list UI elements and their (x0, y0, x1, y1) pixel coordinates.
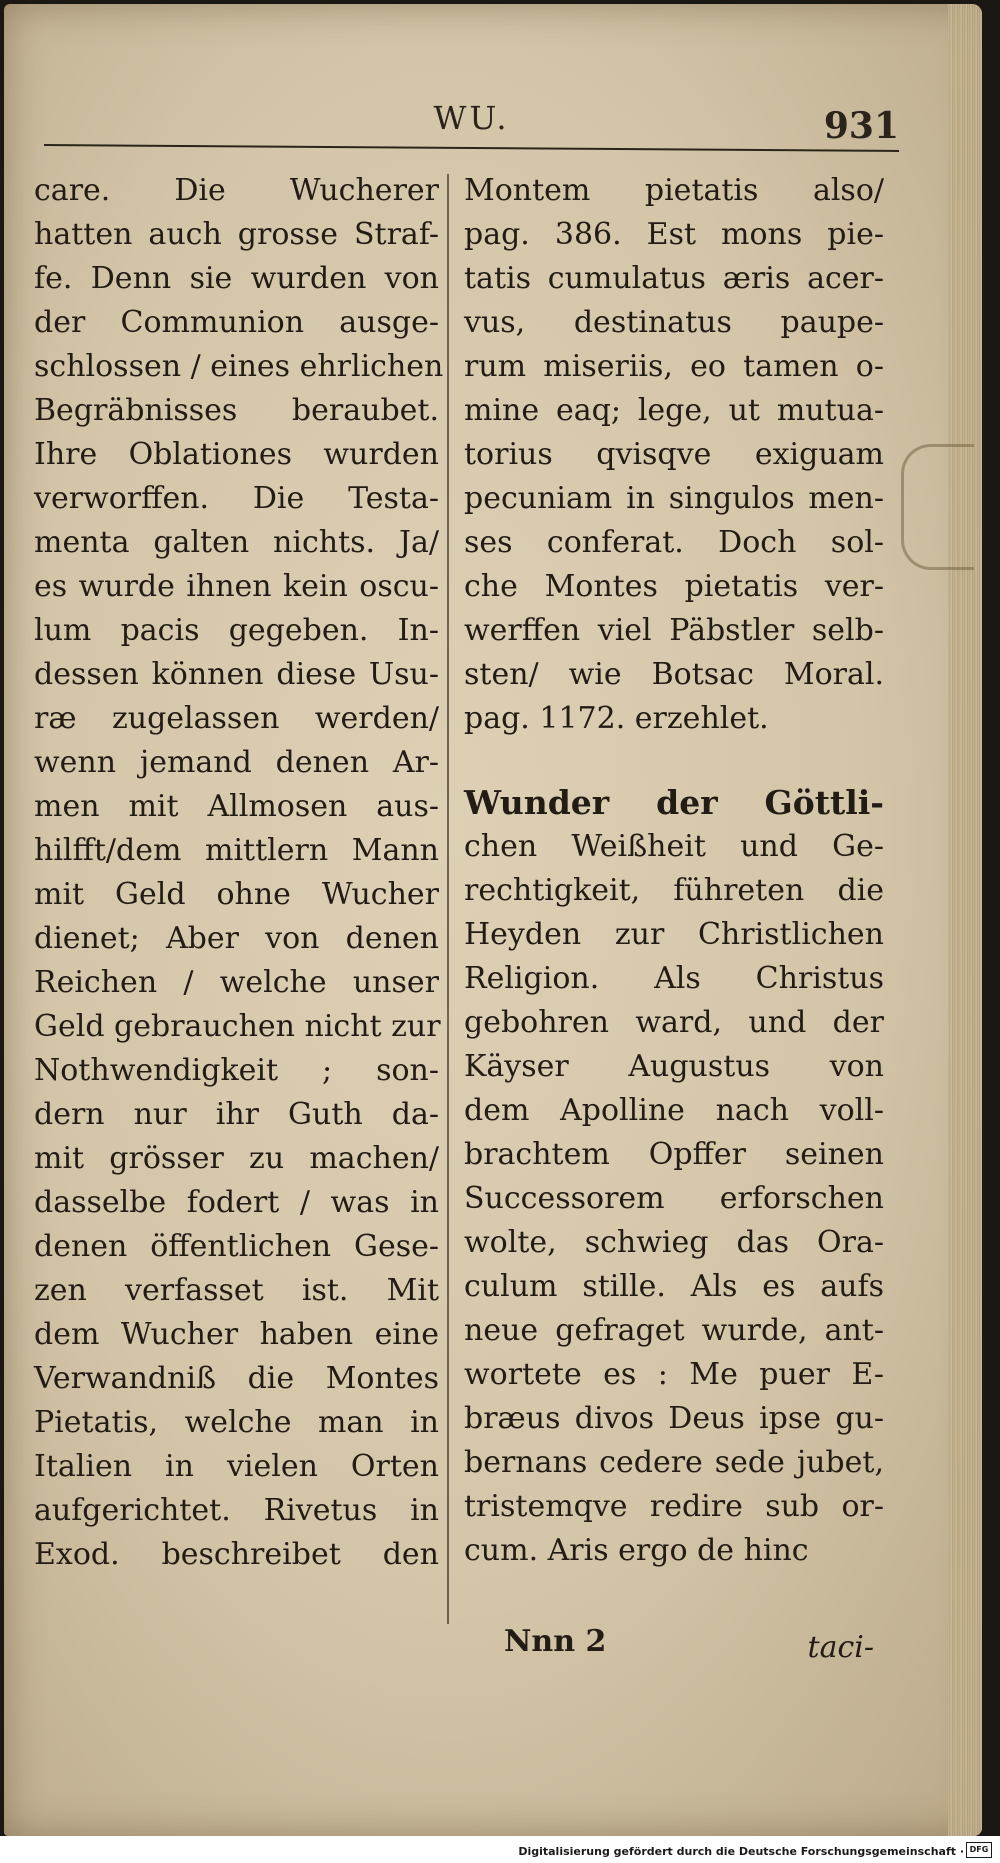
column-divider (447, 174, 449, 1624)
page-header (44, 99, 899, 159)
text-line: ræ zugelassen werden/ (34, 701, 439, 736)
text-line: hilfft/dem mittlern Mann (34, 833, 439, 868)
text-line: pag. 1172. erzehlet. (464, 701, 769, 736)
dfg-logo: DFG (966, 1842, 992, 1858)
text-line: Religion. Als Christus (464, 961, 884, 996)
text-line: torius qvisqve exiguam (464, 437, 884, 472)
signature-mark: Nnn 2 (504, 1624, 607, 1659)
right-text-column (464, 169, 884, 1573)
text-line: gebohren ward, und der (464, 1005, 884, 1040)
text-line: denen öffentlichen Gese- (34, 1229, 439, 1264)
text-line: rechtigkeit, führeten die (464, 873, 884, 908)
page-footer (464, 1624, 884, 1674)
book-page (4, 4, 982, 1836)
text-line: mine eaq; lege, ut mutua- (464, 393, 884, 428)
text-line: pecuniam in singulos men- (464, 481, 884, 516)
text-line: aufgerichtet. Rivetus in (34, 1493, 439, 1528)
text-line: Käyser Augustus von (464, 1049, 884, 1084)
paragraph-gap (464, 741, 884, 781)
text-line: Italien in vielen Orten (34, 1449, 439, 1484)
text-line: Heyden zur Christlichen (464, 917, 884, 952)
text-line: dessen können diese Usu- (34, 657, 439, 692)
text-line: care. Die Wucherer (34, 173, 439, 208)
text-line: zen verfasset ist. Mit (34, 1273, 439, 1308)
text-line: tatis cumulatus æris acer- (464, 261, 884, 296)
text-line: culum stille. Als es aufs (464, 1269, 884, 1304)
text-line: lum pacis gegeben. In- (34, 613, 439, 648)
digitization-credit: Digitalisierung gefördert durch die Deutsche Forschungsgemeinschaft · (518, 1845, 964, 1858)
text-line: Reichen / welche unser (34, 965, 439, 1000)
text-line: dem Apolline nach voll- (464, 1093, 884, 1128)
text-line: Pietatis, welche man in (34, 1405, 439, 1440)
text-line: Begräbnisses beraubet. (34, 393, 439, 428)
text-line: bræus divos Deus ipse gu- (464, 1401, 884, 1436)
text-line: dienet; Aber von denen (34, 921, 439, 956)
text-line: Verwandniß die Montes (34, 1361, 439, 1396)
page-number: 931 (823, 105, 899, 147)
text-line: schlossen / eines ehrlichen (34, 349, 444, 384)
text-line: wortete es : Me puer E- (464, 1357, 884, 1392)
text-line: neue gefraget wurde, ant- (464, 1313, 884, 1348)
text-line: Nothwendigkeit ; son- (34, 1053, 439, 1088)
running-head: WU. (433, 99, 510, 137)
clip-shadow (901, 444, 974, 570)
text-line: Wunder der Göttli- (464, 783, 884, 822)
catchword: taci- (807, 1630, 874, 1665)
text-line: menta galten nichts. Ja/ (34, 525, 439, 560)
text-line: brachtem Opffer seinen (464, 1137, 884, 1172)
text-line: che Montes pietatis ver- (464, 569, 884, 604)
text-line: sten/ wie Botsac Moral. (464, 657, 884, 692)
text-line: mit grösser zu machen/ (34, 1141, 439, 1176)
text-line: pag. 386. Est mons pie- (464, 217, 884, 252)
text-line: hatten auch grosse Straf- (34, 217, 439, 252)
text-line: werffen viel Päbstler selb- (464, 613, 884, 648)
credit-bar (0, 1836, 1000, 1863)
text-line: chen Weißheit und Ge- (464, 829, 884, 864)
text-line: verworffen. Die Testa- (34, 481, 439, 516)
text-line: bernans cedere sede jubet, (464, 1445, 884, 1480)
text-line: der Communion ausge- (34, 305, 439, 340)
text-line: Ihre Oblationes wurden (34, 437, 439, 472)
text-line: dem Wucher haben eine (34, 1317, 439, 1352)
text-line: Montem pietatis also/ (464, 173, 884, 208)
text-line: Successorem erforschen (464, 1181, 884, 1216)
text-line: ses conferat. Doch sol- (464, 525, 884, 560)
text-line: cum. Aris ergo de hinc (464, 1533, 809, 1568)
text-line: dern nur ihr Guth da- (34, 1097, 439, 1132)
text-line: fe. Denn sie wurden von (34, 261, 439, 296)
text-line: es wurde ihnen kein oscu- (34, 569, 439, 604)
header-rule (44, 144, 899, 152)
text-line: Geld gebrauchen nicht zur (34, 1009, 441, 1044)
text-line: Exod. beschreibet den (34, 1537, 439, 1572)
page-fore-edge (948, 4, 982, 1836)
text-line: men mit Allmosen aus- (34, 789, 439, 824)
text-line: tristemqve redire sub or- (464, 1489, 884, 1524)
text-line: mit Geld ohne Wucher (34, 877, 439, 912)
text-line: rum miseriis, eo tamen o- (464, 349, 884, 384)
text-line: wenn jemand denen Ar- (34, 745, 439, 780)
left-text-column (34, 169, 444, 1577)
text-line: vus, destinatus paupe- (464, 305, 884, 340)
text-line: dasselbe fodert / was in (34, 1185, 439, 1220)
text-line: wolte, schwieg das Ora- (464, 1225, 884, 1260)
